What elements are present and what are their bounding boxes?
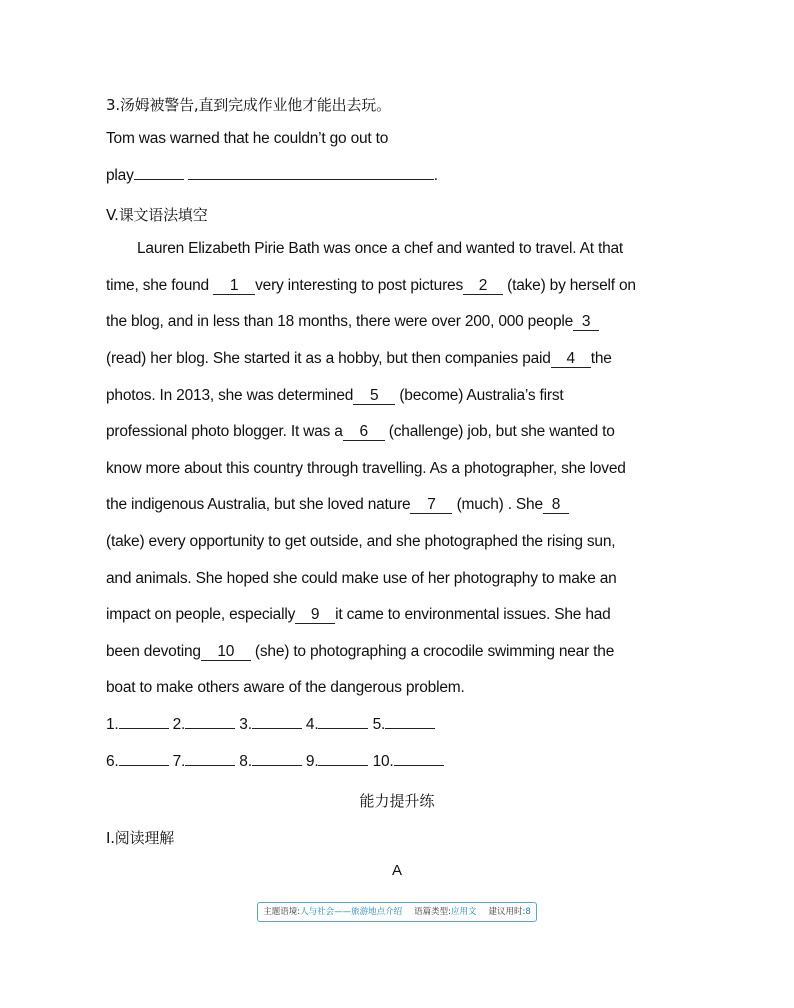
blank-8[interactable]: 8 bbox=[543, 496, 569, 514]
reading-title: I.阅读理解 bbox=[106, 829, 174, 847]
blank-10[interactable]: 10 bbox=[201, 643, 251, 661]
answer-blank[interactable] bbox=[119, 728, 169, 729]
blank-7[interactable]: 7 bbox=[410, 496, 452, 514]
passage-text: (read) her blog. She started it as a hobby, but then companies paid bbox=[106, 350, 551, 367]
passage-text: (she) to photographing a crocodile swimming near the bbox=[254, 643, 615, 660]
section-5-title: V.课文语法填空 bbox=[106, 206, 208, 224]
answer-blank[interactable] bbox=[252, 728, 302, 729]
passage-line bbox=[106, 387, 564, 405]
answer-blank[interactable] bbox=[134, 179, 184, 180]
answer-blank[interactable] bbox=[252, 765, 302, 766]
answer-blank[interactable] bbox=[188, 179, 434, 180]
passage-text: time, she found bbox=[106, 277, 209, 294]
answer-row-2 bbox=[106, 753, 444, 771]
passage-line bbox=[106, 277, 636, 295]
blank-3[interactable]: 3 bbox=[573, 313, 599, 331]
passage-text: been devoting bbox=[106, 643, 201, 660]
answer-number: 8. bbox=[239, 753, 252, 770]
reading-part-label: A bbox=[391, 862, 402, 879]
question-3-line-1: Tom was warned that he couldn’t go out to bbox=[106, 130, 389, 147]
blank-1[interactable]: 1 bbox=[213, 277, 255, 295]
answer-number: 7. bbox=[172, 753, 186, 770]
time-label: 建议用时: bbox=[488, 907, 526, 917]
passage-line bbox=[106, 313, 599, 331]
passage-text: it came to environmental issues. She had bbox=[335, 606, 611, 623]
passage-text: the blog, and in less than 18 months, there were over 200, 000 people bbox=[106, 313, 574, 330]
theme-value: 人与社会——旅游地点介绍 bbox=[300, 907, 403, 917]
type-label: 语篇类型: bbox=[414, 907, 451, 917]
passage-text: impact on people, especially bbox=[106, 606, 296, 623]
answer-blank[interactable] bbox=[185, 765, 235, 766]
passage-line: boat to make others aware of the dangerous problem. bbox=[106, 679, 465, 696]
answer-blank[interactable] bbox=[394, 765, 444, 766]
time-value: 8 bbox=[525, 907, 531, 917]
theme-label: 主题语境: bbox=[263, 907, 301, 917]
passage-text: the indigenous Australia, but she loved nature bbox=[106, 496, 411, 513]
topic-info-box bbox=[257, 902, 537, 922]
passage-line bbox=[106, 643, 614, 661]
passage-line bbox=[106, 606, 611, 624]
passage-text: (take) by herself on bbox=[507, 277, 636, 294]
question-3-line-2 bbox=[106, 167, 438, 185]
passage-line: and animals. She hoped she could make use of her photography to make an bbox=[106, 570, 617, 587]
answer-number: 9. bbox=[305, 753, 319, 770]
blank-5[interactable]: 5 bbox=[353, 387, 395, 405]
question-3-line-2-start: play bbox=[106, 167, 134, 184]
passage-line bbox=[106, 350, 612, 368]
answer-blank[interactable] bbox=[318, 728, 368, 729]
answer-number: 3. bbox=[239, 716, 252, 733]
blank-9[interactable]: 9 bbox=[295, 606, 335, 624]
passage-line bbox=[106, 496, 569, 514]
blank-4[interactable]: 4 bbox=[551, 350, 591, 368]
answer-blank[interactable] bbox=[318, 765, 368, 766]
question-3-prompt: 3.汤姆被警告,直到完成作业他才能出去玩。 bbox=[106, 96, 391, 114]
question-3-line-2-end: . bbox=[433, 167, 438, 184]
type-value: 应用文 bbox=[450, 907, 477, 917]
answer-row-1 bbox=[106, 716, 435, 734]
answer-number: 10. bbox=[372, 753, 394, 770]
passage-text: (challenge) job, but she wanted to bbox=[388, 423, 615, 440]
passage-text: professional photo blogger. It was a bbox=[106, 423, 343, 440]
answer-number: 4. bbox=[305, 716, 319, 733]
passage-line: (take) every opportunity to get outside, and she photographed the rising sun, bbox=[106, 533, 616, 550]
blank-2[interactable]: 2 bbox=[463, 277, 503, 295]
passage-text: (much) . She bbox=[456, 496, 543, 513]
passage-line: know more about this country through travelling. As a photographer, she loved bbox=[106, 460, 626, 477]
answer-blank[interactable] bbox=[385, 728, 435, 729]
passage-text: very interesting to post pictures bbox=[255, 277, 464, 294]
answer-blank[interactable] bbox=[185, 728, 235, 729]
passage-text: the bbox=[590, 350, 612, 367]
passage-text: (become) Australia’s first bbox=[399, 387, 564, 404]
blank-6[interactable]: 6 bbox=[343, 423, 385, 441]
answer-number: 2. bbox=[172, 716, 186, 733]
answer-number: 5. bbox=[372, 716, 386, 733]
answer-number: 6. bbox=[106, 753, 119, 770]
section-heading: 能力提升练 bbox=[359, 792, 435, 810]
passage-line bbox=[106, 423, 615, 441]
answer-number: 1. bbox=[106, 716, 119, 733]
passage-text: photos. In 2013, she was determined bbox=[106, 387, 354, 404]
answer-blank[interactable] bbox=[119, 765, 169, 766]
passage-line: Lauren Elizabeth Pirie Bath was once a chef and wanted to travel. At that bbox=[137, 240, 624, 257]
